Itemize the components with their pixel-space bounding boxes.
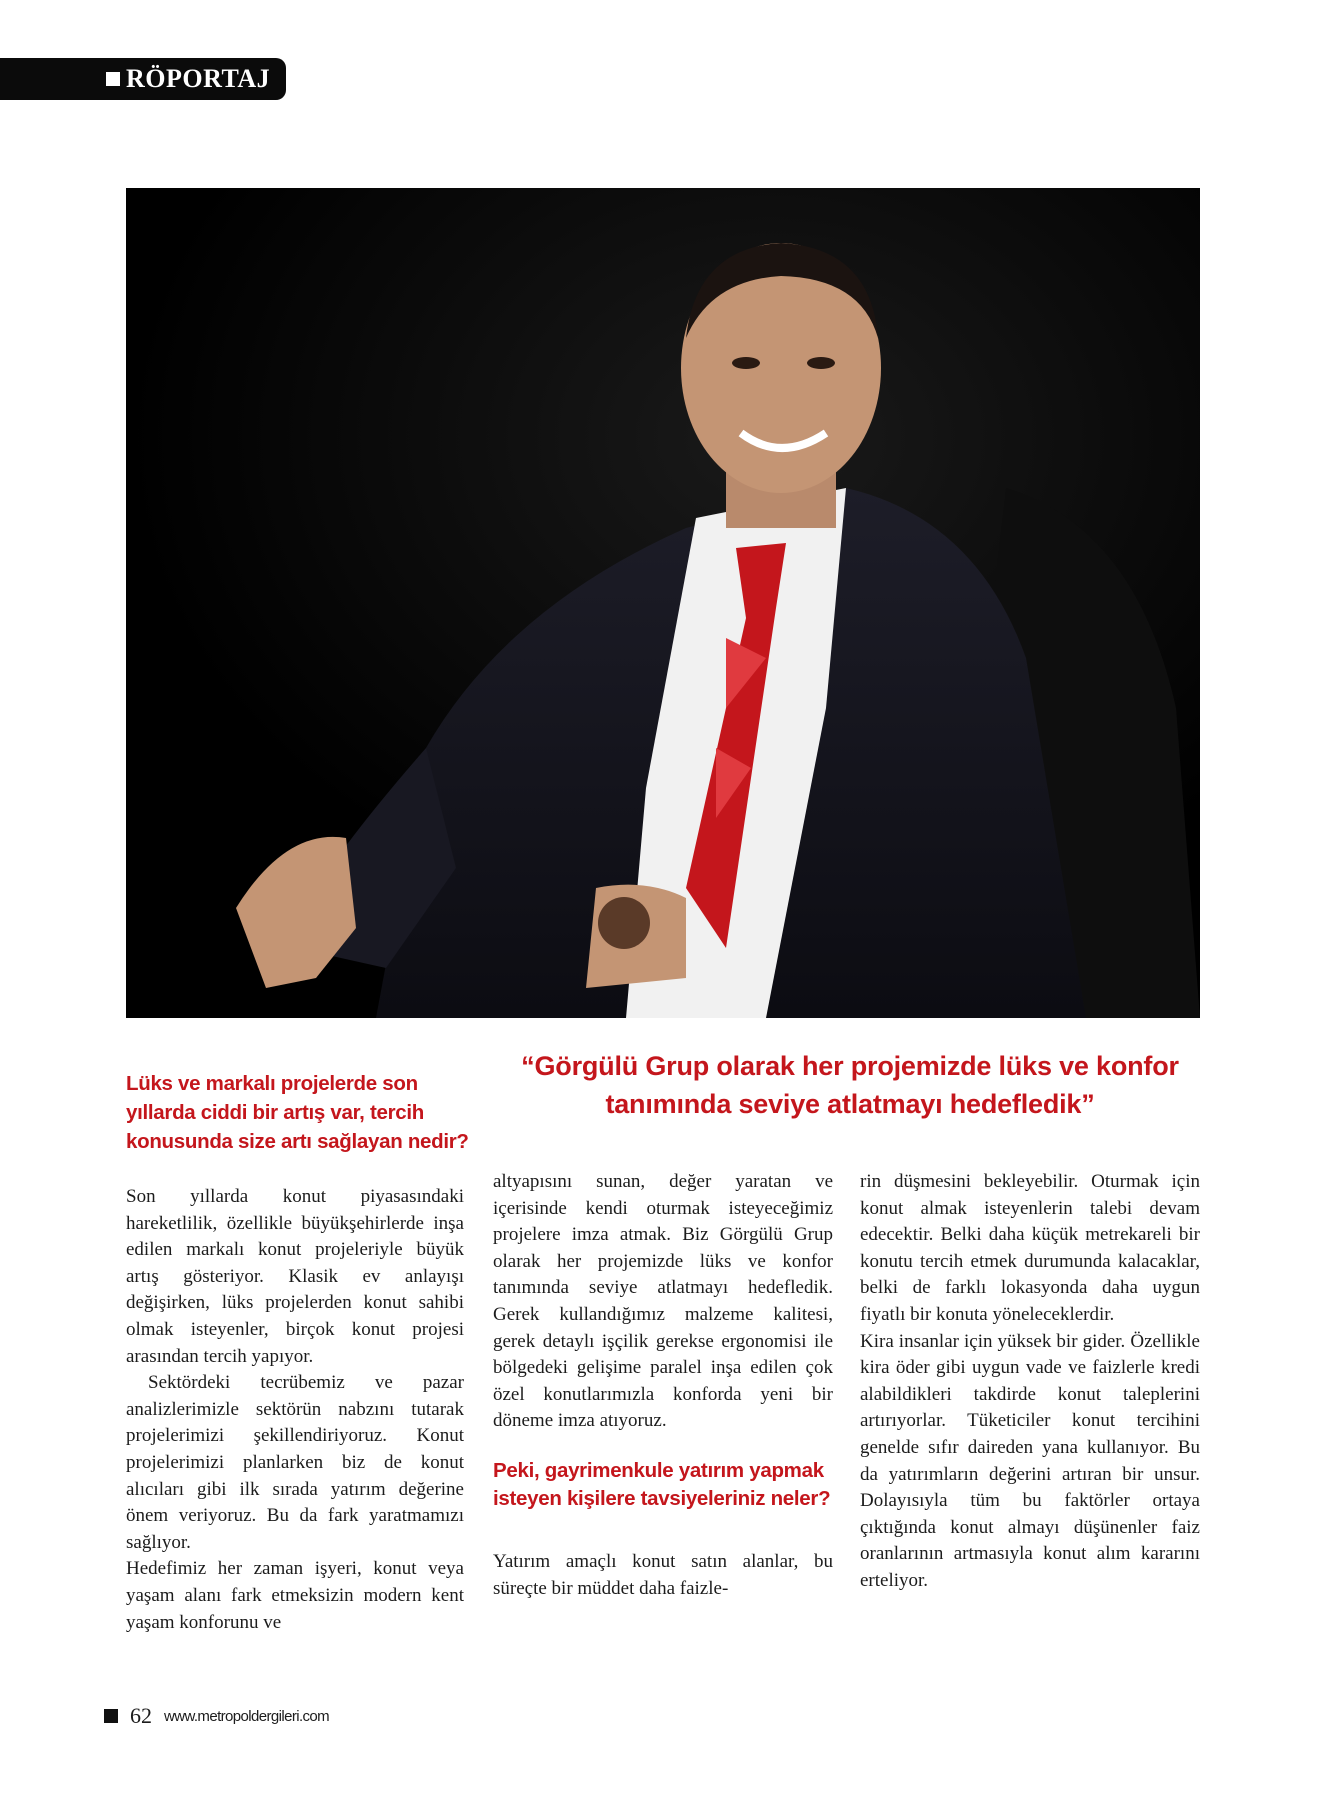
paragraph: Son yıllarda konut piyasasındaki hareketlilik, özellikle büyükşehirlerde inşa edilen markalı konut projeleriyle büyük artış gösteriyor. Klasik ev anlayışı değişirken, lüks projelerden konut sahibi olmak isteyenler, birçok konut projesi arasından tercih yapıyor. — [126, 1186, 464, 1367]
portrait-photo — [126, 188, 1200, 1018]
portrait-photo-illustration — [126, 188, 1200, 1018]
article-column-2 — [493, 1169, 833, 1602]
question-subheading: Peki, gayrimenkule yatırım yapmak isteyen kişilere tavsiyeleriniz neler? — [493, 1458, 831, 1510]
paragraph: rin düşmesini bekleyebilir. Oturmak için konut almak isteyenlerin talebi devam edecektir. Belki daha küçük metrekareli bir konutu tercih etmek durumunda kalacaklar, belki de farklı lokasyonda daha uygun fiyatlı bir konuta yöneleceklerdir. — [860, 1171, 1200, 1325]
paragraph: Yatırım amaçlı konut satın alanlar, bu süreçte bir müddet daha faizle- — [493, 1550, 833, 1599]
article-column-1 — [126, 1184, 464, 1636]
paragraph: altyapısını sunan, değer yaratan ve içerisinde kendi oturmak isteyeceğimiz projelere imza atmak. Biz Görgülü Grup olarak her projemizde lüks ve konfor tanımında seviye atlatmayı hedefledik. Gerek kullandığımız malzeme kalitesi, gerek detaylı işçilik gerekse ergonomisi ile bölgedeki gelişime paralel inşa edilen çok özel konutlarımızla konforda yeni bir döneme imza atıyoruz. — [493, 1171, 833, 1432]
square-bullet-icon — [106, 72, 120, 86]
website-link[interactable]: www.metropoldergileri.com — [164, 1707, 330, 1725]
paragraph: Hedefimiz her zaman işyeri, konut veya yaşam alanı fark etmeksizin modern kent yaşam konforunu ve — [126, 1558, 464, 1633]
square-bullet-icon — [104, 1709, 118, 1723]
section-tab — [0, 58, 286, 100]
question-headline: Lüks ve markalı projelerde son yıllarda ciddi bir artış var, tercih konusunda size artı sağlayan nedir? — [126, 1072, 469, 1153]
page-number: 62 — [130, 1703, 152, 1728]
pull-quote: “Görgülü Grup olarak her projemizde lüks ve konfor tanımında seviye atlatmayı hedefledik” — [521, 1051, 1179, 1119]
page-footer — [104, 1703, 329, 1729]
section-label: RÖPORTAJ — [126, 64, 271, 93]
paragraph: Kira insanlar için yüksek bir gider. Özellikle kira öder gibi uygun vade ve faizlerle kredi alabildikleri takdirde konut taleplerini artırıyorlar. Tüketiciler konut tercihini genelde sıfır daireden yana kullanıyor. Bu da yatırımların değerini artıran bir unsur. Dolayısıyla tüm bu faktörler ortaya çıktığında konut almayı düşünenler faiz oranlarının artmasıyla konut alım kararını erteliyor. — [860, 1330, 1200, 1591]
paragraph: Sektördeki tecrübemiz ve pazar analizlerimizle sektörün nabzını tutarak projelerimizi şekillendiriyoruz. Konut projelerimizi planlarken biz de konut alıcıları gibi ilk sırada yatırım değerine önem veriyoruz. Bu da fark yaratmamızı sağlıyor. — [126, 1372, 464, 1553]
article-column-3 — [860, 1169, 1200, 1595]
